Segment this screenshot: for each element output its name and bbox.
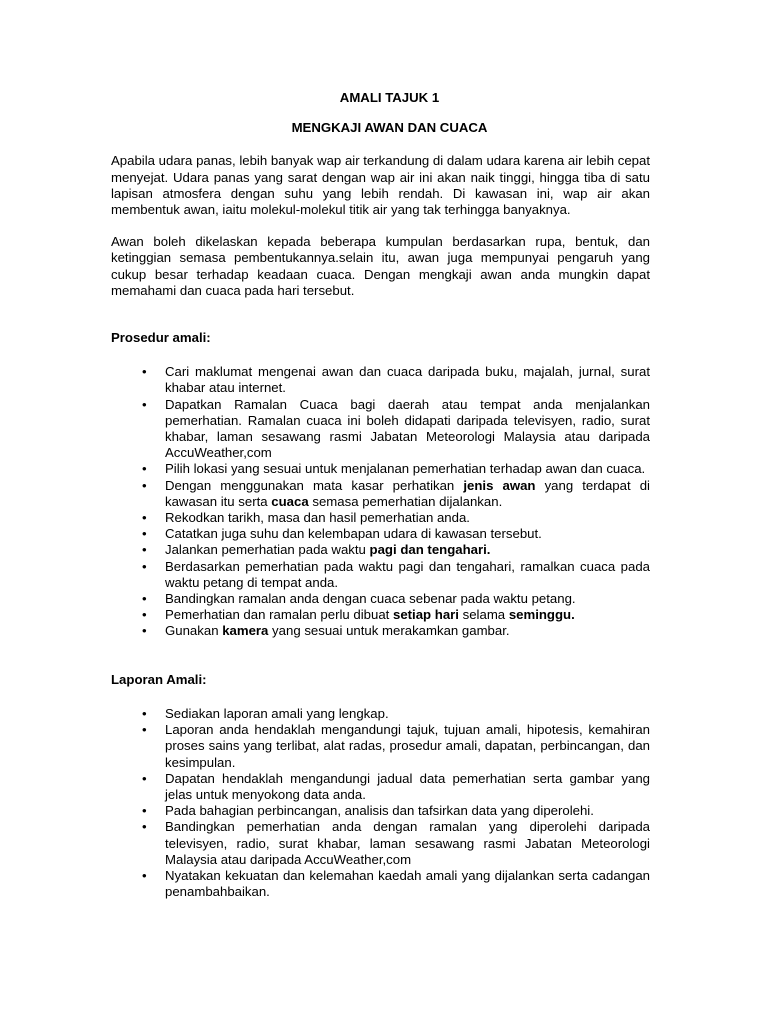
intro-paragraph-1: Apabila udara panas, lebih banyak wap air terkandung di dalam udara karena air lebih cepat menyejat. Udara panas yang sarat dengan wap air ini akan naik tinggi, hingga tiba di satu lapisan atmosfera dengan suhu yang lebih rendah. Di kawasan ini, wap air akan membentuk awan, iaitu molekul-molekul titik air yang tak terhingga banyaknya. [111,153,650,218]
list-item [111,819,650,868]
list-item-text: Laporan anda hendaklah mengandungi tajuk, tujuan amali, hipotesis, kemahiran proses sains yang terlibat, alat radas, prosedur amali, dapatan, perbincangan, dan kesimpulan. [165,722,650,770]
list-item [111,397,650,462]
list-item [111,722,650,771]
list-item [111,364,650,396]
list-item-text: Dapatan hendaklah mengandungi jadual data pemerhatian serta gambar yang jelas untuk menyokong data anda. [165,770,650,802]
report-heading: Laporan Amali: [111,671,207,687]
list-item-text: Bandingkan pemerhatian anda dengan ramalan yang diperolehi daripada televisyen, radio, surat khabar, laman sesawang rasmi Jabatan Meteorologi Malaysia atau daripada AccuWeather,com [165,819,650,867]
list-item [111,868,650,900]
document-subtitle: MENGKAJI AWAN DAN CUACA [291,120,488,136]
bullet-icon: • [142,396,147,412]
list-item [111,771,650,803]
procedure-list [111,364,650,639]
bold-text: kamera [222,623,269,639]
list-item-text: Sediakan laporan amali yang lengkap. [165,705,389,721]
procedure-heading: Prosedur amali: [111,330,211,346]
bullet-icon: • [142,819,147,835]
list-item-text: Dengan menggunakan mata kasar perhatikan [165,477,464,493]
list-item-text: Berdasarkan pemerhatian pada waktu pagi dan tengahari, ramalkan cuaca pada waktu petang di tempat anda. [165,558,650,590]
bullet-icon: • [142,607,147,623]
bullet-icon: • [142,770,147,786]
bullet-icon: • [142,722,147,738]
bold-text: setiap hari [393,607,459,623]
list-item-text: Bandingkan ramalan anda dengan cuaca sebenar pada waktu petang. [165,591,576,607]
document-body [111,90,650,900]
bullet-icon: • [142,477,147,493]
list-item-text: Gunakan [165,623,223,639]
list-item [111,510,650,526]
list-item-text: yang terdapat di kawasan itu serta [165,477,650,509]
list-item-text: Nyatakan kekuatan dan kelemahan kaedah amali yang dijalankan serta cadangan penambahbaikan. [165,867,650,900]
list-item-text: Dapatkan Ramalan Cuaca bagi daerah atau tempat anda menjalankan pemerhatian. Ramalan cuaca ini boleh didapati daripada televisyen, radio, surat khabar, laman sesawang rasmi Jabatan Meteorologi Malaysia atau daripada AccuWeather,com [165,396,650,461]
bullet-icon: • [142,867,147,883]
list-item-text: Jalankan pemerhatian pada waktu [165,542,370,558]
report-list [111,706,650,900]
list-item [111,623,650,639]
intro-paragraph-2: Awan boleh dikelaskan kepada beberapa kumpulan berdasarkan rupa, bentuk, dan ketinggian semasa pembentukannya.selain itu, awan juga mempunyai pengaruh yang cukup besar terhadap keadaan cuaca. Dengan mengkaji awan anda mungkin dapat memahami dan cuaca pada hari tersebut. [111,234,650,298]
bullet-icon: • [142,542,147,558]
bold-text: pagi dan tengahari. [369,542,491,558]
bullet-icon: • [142,705,147,721]
bold-text: jenis awan [463,477,536,493]
list-item-text: Pada bahagian perbincangan, analisis dan tafsirkan data yang diperolehi. [165,803,594,819]
bullet-icon: • [142,510,147,526]
list-item [111,526,650,542]
list-item-text: Cari maklumat mengenai awan dan cuaca daripada buku, majalah, jurnal, surat khabar atau internet. [165,364,650,396]
bold-text: cuaca [271,493,309,509]
list-item-text: selama [458,607,509,623]
list-item [111,461,650,477]
list-item-text: Rekodkan tarikh, masa dan hasil pemerhatian anda. [165,510,470,526]
list-item-text: semasa pemerhatian dijalankan. [308,493,503,509]
list-item [111,591,650,607]
bullet-icon: • [142,364,147,380]
list-item-text: Catatkan juga suhu dan kelembapan udara di kawasan tersebut. [165,526,542,542]
list-item [111,478,650,510]
document-title: AMALI TAJUK 1 [339,90,440,105]
list-item [111,803,650,819]
list-item [111,607,650,623]
list-item-text: Pemerhatian dan ramalan perlu dibuat [165,607,393,623]
bullet-icon: • [142,623,147,639]
bullet-icon: • [142,526,147,542]
bullet-icon: • [142,461,147,477]
bold-text: seminggu. [508,607,575,623]
bullet-icon: • [142,558,147,574]
list-item [111,559,650,591]
list-item-text: yang sesuai untuk merakamkan gambar. [268,623,510,639]
bullet-icon: • [142,591,147,607]
list-item [111,542,650,558]
list-item [111,706,650,722]
list-item-text: Pilih lokasi yang sesuai untuk menjalanan pemerhatian terhadap awan dan cuaca. [165,461,646,477]
bullet-icon: • [142,803,147,819]
